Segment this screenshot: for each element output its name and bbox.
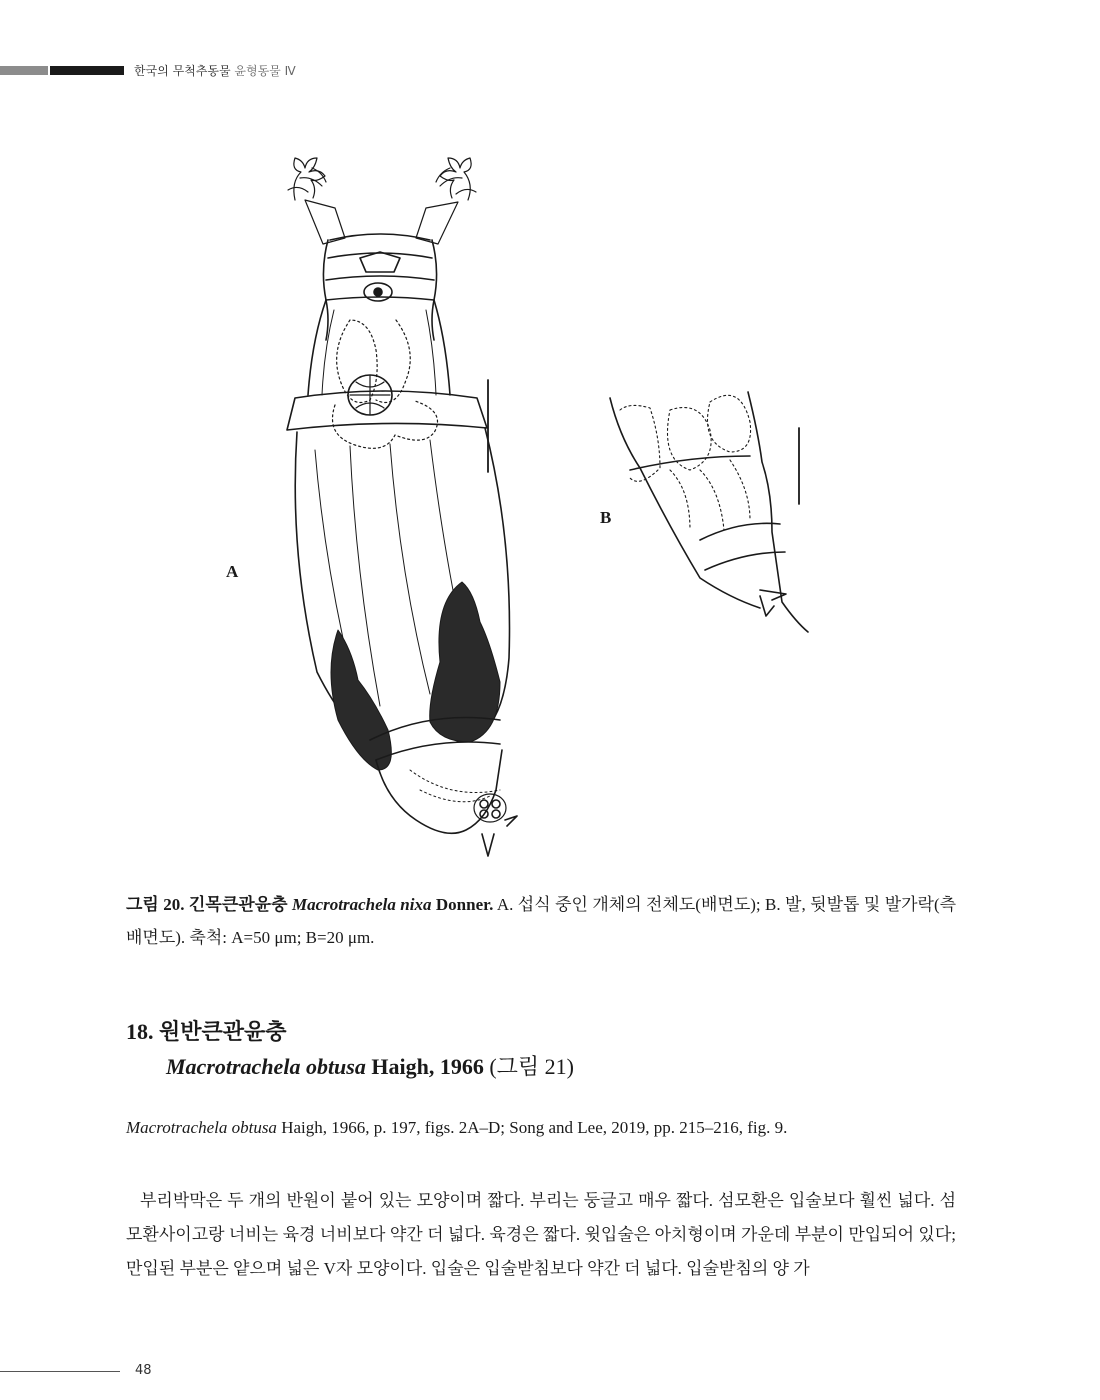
rotifer-illustration — [200, 140, 840, 870]
corona-right — [416, 158, 476, 244]
footer-rule — [0, 1371, 120, 1372]
head-left-edge — [323, 240, 328, 340]
caption-sci-name: Macrotrachela nixa — [291, 895, 432, 914]
gastric-glands — [333, 320, 438, 448]
literature-reference — [126, 1118, 787, 1138]
figure-caption — [126, 888, 956, 954]
pigment-left — [331, 630, 391, 770]
caption-text: A. 섭식 중인 개체의 전체도(배면도); B. 발, 뒷발톱 및 발가락(측배면도). 축척: A=50 μm; B=20 μm. — [126, 895, 957, 947]
mastax-top — [360, 252, 400, 272]
header-subtitle: 윤형동물 Ⅳ — [234, 64, 296, 78]
caption-author: Donner. — [435, 895, 494, 914]
running-header — [134, 62, 296, 79]
corona-left — [288, 158, 345, 244]
trunk-collar — [287, 391, 487, 430]
reference-text: Haigh, 1966, p. 197, figs. 2A–D; Song and Lee, 2019, pp. 215–216, fig. 9. — [276, 1118, 788, 1137]
header-bar-black — [50, 66, 124, 75]
caption-korean-name: 긴목큰관윤충 — [188, 895, 288, 914]
head-right-edge — [432, 240, 437, 340]
reference-sci-name: Macrotrachela obtusa — [126, 1118, 277, 1137]
figure-label-b: B — [600, 508, 612, 527]
section-species-line — [166, 1050, 574, 1081]
header-bar-gray — [0, 66, 48, 75]
page-number: 48 — [135, 1363, 152, 1378]
caption-fig-num: 그림 20. — [126, 895, 185, 914]
figure-20 — [200, 140, 840, 875]
section-author-year: Haigh, 1966 — [371, 1054, 484, 1079]
header-title: 한국의 무척추동물 — [134, 64, 231, 78]
figure-label-a: A — [226, 562, 239, 581]
section-title: 18. 원반큰관윤충 — [126, 1019, 287, 1044]
drawing-b — [610, 392, 808, 632]
section-figure-ref: (그림 21) — [489, 1054, 574, 1079]
section-sci-name: Macrotrachela obtusa — [166, 1054, 366, 1079]
description-paragraph: 부리박막은 두 개의 반원이 붙어 있는 모양이며 짧다. 부리는 둥글고 매우 짧다. 섬모환은 입술보다 훨씬 넓다. 섬모환사이고랑 너비는 육경 너비보다 약간 더 넓다. 육경은 짧다. 윗입술은 아치형이며 가운데 부분이 만입되어 있다; 만입된 부분은 얕으며 넓은 V자 모양이다. 입술은 입술받침보다 약간 더 넓다. 입술받침의 양 가 — [126, 1191, 956, 1278]
